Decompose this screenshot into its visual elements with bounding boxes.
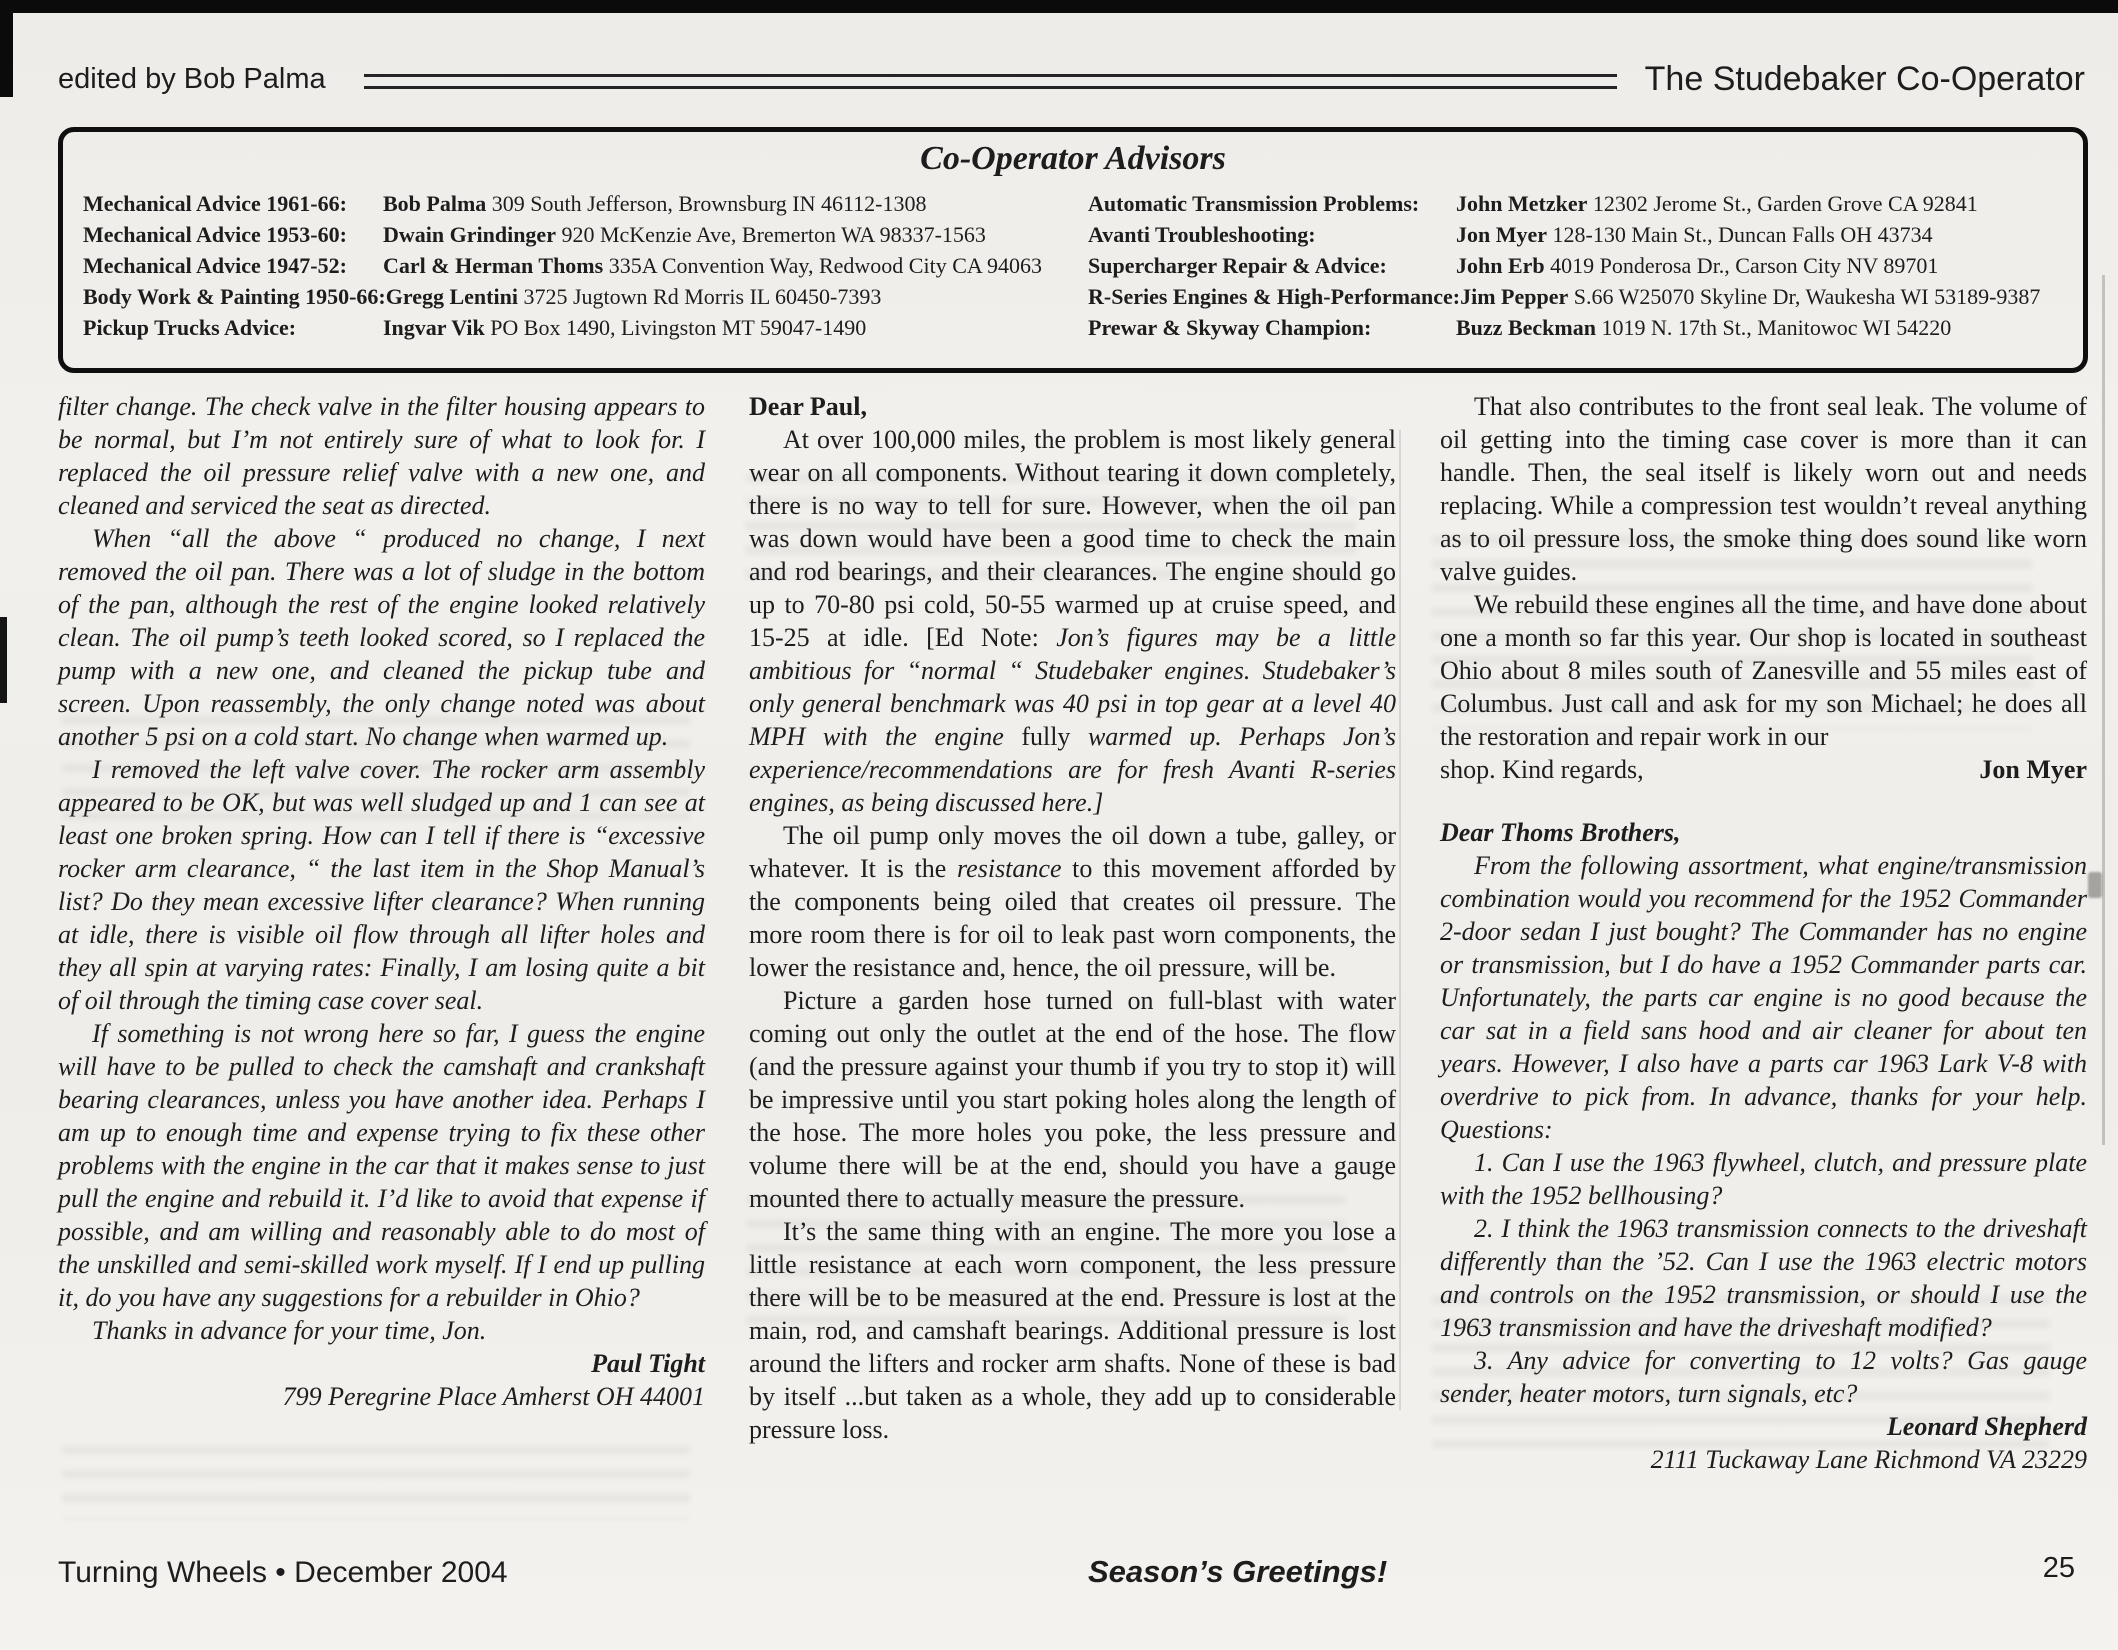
page-header: [58, 60, 2085, 99]
signoff-text: shop. Kind regards,: [1440, 755, 1644, 784]
body-paragraph: [1440, 1212, 2087, 1344]
text-run: fully: [1021, 722, 1088, 751]
advisor-name: Bob Palma: [383, 191, 487, 216]
letter-salutation: [1440, 816, 2087, 849]
advisor-topic: Body Work & Painting 1950-66:: [83, 284, 386, 309]
text-run: Paul Tight: [591, 1349, 705, 1378]
advisor-topic: Mechanical Advice 1947-52:: [83, 253, 347, 278]
body-paragraph: [58, 1017, 705, 1314]
scan-smudge-artifact: [2088, 872, 2102, 898]
scan-edge-artifact: [0, 617, 7, 703]
signature-text: [58, 1380, 705, 1413]
text-run: filter change. The check valve in the filter housing appears to be normal, but I’m not entirely sure of what to look for. I replaced the oil pressure relief valve with a new one, and cleaned and serviced the seat as directed.: [58, 392, 705, 520]
advisor-name: John Metzker: [1456, 191, 1588, 216]
advisor-contact: Jon Myer 128-130 Main St., Duncan Falls OH 43734: [1456, 222, 1933, 247]
scan-line-artifact: [2102, 275, 2105, 1145]
advisor-name: Dwain Grindinger: [383, 222, 556, 247]
column-1: [58, 390, 705, 1476]
advisor-contact: Jim Pepper S.66 W25070 Skyline Dr, Waukesha WI 53189-9387: [1460, 284, 2041, 309]
advisor-topic: Prewar & Skyway Champion:: [1088, 315, 1372, 340]
body-paragraph: [1440, 588, 2087, 753]
double-rule-divider: [364, 74, 1617, 89]
body-paragraph: [749, 1215, 1396, 1446]
advisor-contact: John Metzker 12302 Jerome St., Garden Grove CA 92841: [1456, 191, 1978, 216]
advisor-row: [1088, 250, 2063, 281]
advisor-contact: Bob Palma 309 South Jefferson, Brownsburg IN 46112-1308: [383, 191, 927, 216]
advisor-contact: Ingvar Vik PO Box 1490, Livingston MT 59047-1490: [383, 315, 867, 340]
advisor-row: [83, 250, 1088, 281]
advisor-name: John Erb: [1456, 253, 1545, 278]
text-run: Thanks in advance for your time, Jon.: [92, 1316, 487, 1345]
scan-edge-artifact: [0, 0, 13, 97]
footer-page-number: 25: [2042, 1552, 2075, 1584]
advisor-row: [83, 281, 1088, 312]
column-2: [749, 390, 1396, 1476]
advisor-name: Buzz Beckman: [1456, 315, 1596, 340]
column-3: [1440, 390, 2087, 1476]
advisor-row: [83, 188, 1088, 219]
column-masthead-title: The Studebaker Co-Operator: [1644, 60, 2085, 98]
letter-salutation: [749, 390, 1396, 423]
body-paragraph: [1440, 1146, 2087, 1212]
advisors-columns: [83, 188, 2063, 343]
advisor-contact: John Erb 4019 Ponderosa Dr., Carson City NV 89701: [1456, 253, 1939, 278]
text-run: to this movement afforded by the components being oiled that creates oil pressure. The more room there is for oil to leak past worn components, the lower the resistance and, hence, the oil pressure, will be.: [749, 854, 1396, 982]
advisor-name: Gregg Lentini: [385, 284, 518, 309]
advisor-topic: Mechanical Advice 1961-66:: [83, 191, 347, 216]
advisor-row: [1088, 281, 2063, 312]
advisor-contact: Carl & Herman Thoms 335A Convention Way, Redwood City CA 94063: [383, 253, 1043, 278]
body-paragraph: [749, 819, 1396, 984]
signature-text: [1440, 1410, 2087, 1443]
body-paragraph: [749, 423, 1396, 819]
advisor-contact: Dwain Grindinger 920 McKenzie Ave, Bremerton WA 98337-1563: [383, 222, 986, 247]
advisor-topic: Pickup Trucks Advice:: [83, 315, 297, 340]
advisor-name: Carl & Herman Thoms: [383, 253, 604, 278]
text-run: At over 100,000 miles, the problem is most likely general wear on all components. Without tearing it down completely, there is no way to tell for sure. However, when the oil pan was down would have been a good time to check the main and rod bearings, and their clearances. The engine should go up to 70-80 psi cold, 50-55 warmed up at cruise speed, and 15-25 at idle. [Ed Note:: [749, 425, 1396, 652]
body-paragraph: [749, 984, 1396, 1215]
signature-text: [58, 1347, 705, 1380]
signature-text: [1440, 1443, 2087, 1476]
text-run: 1. Can I use the 1963 flywheel, clutch, and pressure plate with the 1952 bellhousing?: [1440, 1148, 2087, 1210]
text-run: resistance: [957, 854, 1062, 883]
advisor-row: [1088, 312, 2063, 343]
advisors-left-column: [83, 188, 1088, 343]
body-paragraph: [1440, 849, 2087, 1146]
advisor-name: Jim Pepper: [1460, 284, 1569, 309]
text-run: 3. Any advice for converting to 12 volts? Gas gauge sender, heater motors, turn signals, etc?: [1440, 1346, 2087, 1408]
footer-seasons-greetings: Season’s Greetings!: [1088, 1554, 1388, 1589]
text-run: It’s the same thing with an engine. The more you lose a little resistance at each worn component, the less pressure there will be to be measured at the end. Pressure is lost at the main, rod, and camshaft bearings. Additional pressure is lost around the lifters and rocker arm shafts. None of these is bad by itself ...but taken as a whole, they add up to considerable pressure loss.: [749, 1217, 1396, 1444]
advisor-topic: R-Series Engines & High-Performance:: [1088, 284, 1461, 309]
body-paragraph: [58, 522, 705, 753]
signature-line: [1440, 753, 2087, 786]
advisor-topic: Automatic Transmission Problems:: [1088, 191, 1420, 216]
body-paragraph: [1440, 390, 2087, 588]
article-body: [58, 390, 2088, 1476]
advisors-right-column: [1088, 188, 2063, 343]
text-run: Leonard Shepherd: [1886, 1412, 2087, 1441]
text-run: That also contributes to the front seal leak. The volume of oil getting into the timing case cover is more than it can handle. Then, the seal itself is likely worn out and needs replacing. While a compression test wouldn’t reveal anything as to oil pressure loss, the smoke thing does sound like worn valve guides.: [1440, 392, 2087, 586]
text-run: Jon’s figures may be a little ambitious for “normal “ Studebaker engines. Studebaker’s only general benchmark was 40 psi in top gear at a level 40 MPH with the engine: [749, 623, 1396, 751]
text-run: When “all the above “ produced no change, I next removed the oil pan. There was a lot of sludge in the bottom of the pan, although the rest of the engine looked relatively clean. The oil pump’s teeth looked scored, so I replaced the pump with a new one, and cleaned the pickup tube and screen. Upon reassembly, the only change noted was about another 5 psi on a cold start. No change when warmed up.: [58, 524, 705, 751]
advisor-topic: Avanti Troubleshooting:: [1088, 222, 1316, 247]
text-run: If something is not wrong here so far, I guess the engine will have to be pulled to check the camshaft and crankshaft bearing clearances, unless you have another idea. Perhaps I am up to enough time and expense trying to fix these other problems with the engine in the car that it makes sense to just pull the engine and rebuild it. I’d like to avoid that expense if possible, and am willing and reasonably able to do most of the unskilled and semi-skilled work myself. If I end up pulling it, do you have any suggestions for a rebuilder in Ohio?: [58, 1019, 705, 1312]
text-run: 799 Peregrine Place Amherst OH 44001: [282, 1382, 705, 1411]
advisor-row: [1088, 219, 2063, 250]
text-run: 2111 Tuckaway Lane Richmond VA 23229: [1650, 1445, 2087, 1474]
advisor-topic: Mechanical Advice 1953-60:: [83, 222, 347, 247]
advisors-box: [58, 127, 2088, 373]
text-run: We rebuild these engines all the time, and have done about one a month so far this year. Our shop is located in southeast Ohio about 8 miles south of Zanesville and 55 miles east of Columbus. Just call and ask for my son Michael; he does all the restoration and repair work in our: [1440, 590, 2087, 751]
advisor-row: [83, 219, 1088, 250]
body-paragraph: [58, 390, 705, 522]
edited-by-text: edited by Bob Palma: [58, 63, 326, 95]
advisor-contact: Gregg Lentini 3725 Jugtown Rd Morris IL 60450-7393: [385, 284, 882, 309]
advisors-box-title: Co-Operator Advisors: [920, 140, 1226, 177]
body-paragraph: [1440, 1344, 2087, 1410]
advisor-contact: Buzz Beckman 1019 N. 17th St., Manitowoc WI 54220: [1456, 315, 1952, 340]
text-run: The oil pump only moves the oil down a tube, galley, or whatever. It is the: [749, 821, 1396, 883]
advisor-row: [83, 312, 1088, 343]
body-paragraph: [58, 753, 705, 1017]
text-run: 2. I think the 1963 transmission connects to the driveshaft differently than the ’52. Can I use the 1963 electric motors and controls on the 1952 transmission, or should I use the 1963 transmission and have the driveshaft modified?: [1440, 1214, 2087, 1342]
scan-edge-artifact: [0, 0, 2118, 13]
advisor-name: Ingvar Vik: [383, 315, 485, 340]
text-run: I removed the left valve cover. The rocker arm assembly appeared to be OK, but was well sludged up and 1 can see at least one broken spring. How can I tell if there is “excessive rocker arm clearance, “ the last item in the Shop Manual’s list? Do they mean excessive lifter clearance? When running at idle, there is visible oil flow through all lifter holes and they all spin at varying rates: Finally, I am losing quite a bit of oil through the timing case cover seal.: [58, 755, 705, 1015]
footer-publication-date: Turning Wheels • December 2004: [58, 1556, 508, 1589]
advisor-name: Jon Myer: [1456, 222, 1548, 247]
text-run: From the following assortment, what engine/transmission combination would you recommend for the 1952 Commander 2-door sedan I just bought? The Commander has no engine or transmission, but I do have a 1952 Commander parts car. Unfortunately, the parts car engine is no good because the car sat in a field sans hood and air cleaner for about ten years. However, I also have a parts car 1963 Lark V-8 with overdrive to pick from. In advance, thanks for your help. Questions:: [1440, 851, 2087, 1144]
advisor-row: [1088, 188, 2063, 219]
text-run: warmed up. Perhaps Jon’s experience/recommendations are for fresh Avanti R-series engines, as being discussed here.]: [749, 722, 1396, 817]
body-paragraph: [58, 1314, 705, 1347]
signature-name: Jon Myer: [1979, 755, 2087, 784]
text-run: Dear Paul,: [749, 392, 867, 421]
advisor-topic: Supercharger Repair & Advice:: [1088, 253, 1387, 278]
text-run: Picture a garden hose turned on full-blast with water coming out only the outlet at the end of the hose. The flow (and the pressure against your thumb if you try to stop it) will be impressive until you start poking holes along the length of the hose. The more holes you poke, the less pressure and volume there will be at the end, should you have a gauge mounted there to actually measure the pressure.: [749, 986, 1396, 1213]
text-run: Dear Thoms Brothers,: [1440, 818, 1681, 847]
